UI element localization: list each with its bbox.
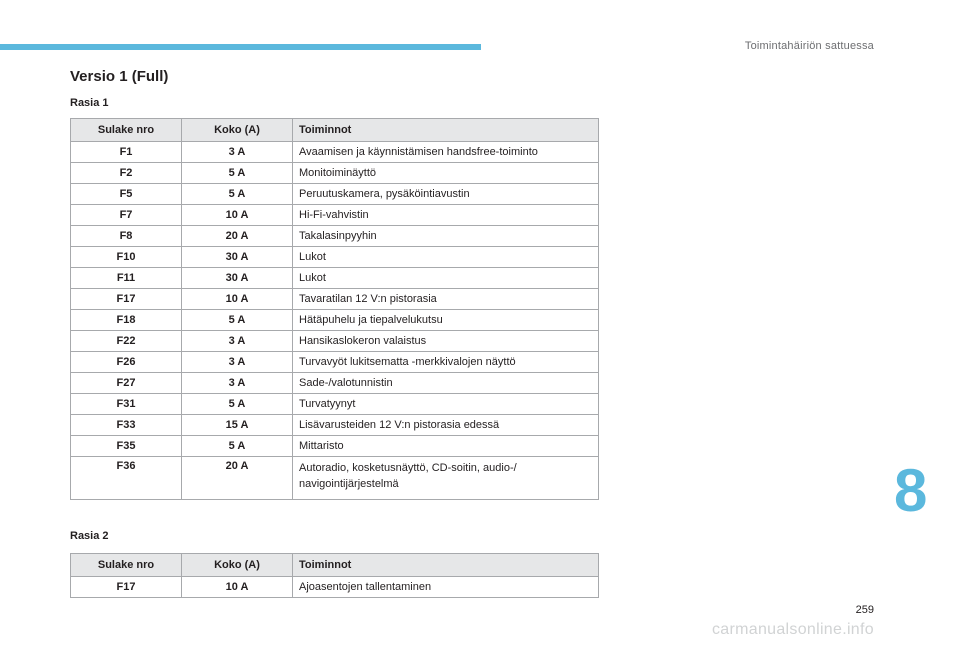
fuse-number: F26	[71, 352, 182, 373]
fuse-size: 5 A	[182, 184, 293, 205]
fuse-size: 3 A	[182, 352, 293, 373]
fuse-number: F7	[71, 205, 182, 226]
box1-label: Rasia 1	[70, 97, 109, 109]
fuse-function: Lisävarusteiden 12 V:n pistorasia edessä	[293, 415, 599, 436]
fuse-size: 5 A	[182, 436, 293, 457]
fuse-number: F2	[71, 163, 182, 184]
column-header-function: Toiminnot	[293, 554, 599, 577]
header-accent-bar	[0, 44, 481, 50]
table-header-row	[71, 119, 599, 142]
fuse-size: 10 A	[182, 205, 293, 226]
fuse-size: 5 A	[182, 394, 293, 415]
fuse-function: Avaamisen ja käynnistämisen handsfree-toiminto	[293, 142, 599, 163]
fuse-function: Sade-/valotunnistin	[293, 373, 599, 394]
table-row	[71, 373, 599, 394]
fuse-size: 3 A	[182, 142, 293, 163]
fuse-function: Turvavyöt lukitsematta -merkkivalojen näyttö	[293, 352, 599, 373]
fuse-size: 30 A	[182, 247, 293, 268]
fuse-number: F8	[71, 226, 182, 247]
table-row	[71, 289, 599, 310]
chapter-title: Toimintahäiriön sattuessa	[744, 40, 874, 52]
fuse-number: F17	[71, 289, 182, 310]
fuse-function: Hi-Fi-vahvistin	[293, 205, 599, 226]
fuse-size: 15 A	[182, 415, 293, 436]
table-row	[71, 415, 599, 436]
table-row	[71, 142, 599, 163]
page-heading: Versio 1 (Full)	[70, 68, 169, 85]
table-row	[71, 436, 599, 457]
fuse-function: Turvatyynyt	[293, 394, 599, 415]
fuse-function: Monitoiminäyttö	[293, 163, 599, 184]
table-row	[71, 247, 599, 268]
fuse-number: F27	[71, 373, 182, 394]
fuse-size: 20 A	[182, 226, 293, 247]
fuse-number: F33	[71, 415, 182, 436]
fuse-function: Peruutuskamera, pysäköintiavustin	[293, 184, 599, 205]
fuse-number: F11	[71, 268, 182, 289]
column-header-size: Koko (A)	[182, 554, 293, 577]
fuse-function: Lukot	[293, 268, 599, 289]
fuse-size: 5 A	[182, 163, 293, 184]
fuse-function: Ajoasentojen tallentaminen	[293, 577, 599, 598]
column-header-fuse: Sulake nro	[71, 119, 182, 142]
column-header-size: Koko (A)	[182, 119, 293, 142]
fuse-number: F1	[71, 142, 182, 163]
column-header-function: Toiminnot	[293, 119, 599, 142]
fuse-number: F17	[71, 577, 182, 598]
fuse-size: 20 A	[182, 457, 293, 500]
table-row	[71, 163, 599, 184]
table-row	[71, 205, 599, 226]
chapter-number: 8	[894, 457, 928, 524]
fuse-size: 10 A	[182, 577, 293, 598]
fuse-function: Hansikaslokeron valaistus	[293, 331, 599, 352]
table-row	[71, 268, 599, 289]
table-row	[71, 184, 599, 205]
watermark: carmanualsonline.info	[712, 621, 874, 638]
fuse-table-box1	[70, 118, 599, 500]
fuse-function: Hätäpuhelu ja tiepalvelukutsu	[293, 310, 599, 331]
fuse-size: 5 A	[182, 310, 293, 331]
table-row	[71, 226, 599, 247]
fuse-size: 3 A	[182, 331, 293, 352]
fuse-number: F22	[71, 331, 182, 352]
fuse-size: 30 A	[182, 268, 293, 289]
table-row	[71, 331, 599, 352]
fuse-function: Takalasinpyyhin	[293, 226, 599, 247]
fuse-function: Lukot	[293, 247, 599, 268]
fuse-number: F36	[71, 457, 182, 500]
table-header-row	[71, 554, 599, 577]
fuse-number: F35	[71, 436, 182, 457]
fuse-number: F5	[71, 184, 182, 205]
page-number: 259	[855, 604, 874, 616]
table-row	[71, 457, 599, 500]
fuse-function: Mittaristo	[293, 436, 599, 457]
fuse-number: F10	[71, 247, 182, 268]
fuse-size: 3 A	[182, 373, 293, 394]
fuse-function: Autoradio, kosketusnäyttö, CD-soitin, audio-/ navigointijärjestelmä	[293, 457, 599, 500]
column-header-fuse: Sulake nro	[71, 554, 182, 577]
fuse-function: Tavaratilan 12 V:n pistorasia	[293, 289, 599, 310]
table-row	[71, 577, 599, 598]
table-row	[71, 394, 599, 415]
table-row	[71, 352, 599, 373]
box2-label: Rasia 2	[70, 530, 109, 542]
chapter-tab	[878, 448, 960, 534]
fuse-size: 10 A	[182, 289, 293, 310]
table-row	[71, 310, 599, 331]
fuse-number: F31	[71, 394, 182, 415]
fuse-table-box2	[70, 553, 599, 598]
fuse-number: F18	[71, 310, 182, 331]
